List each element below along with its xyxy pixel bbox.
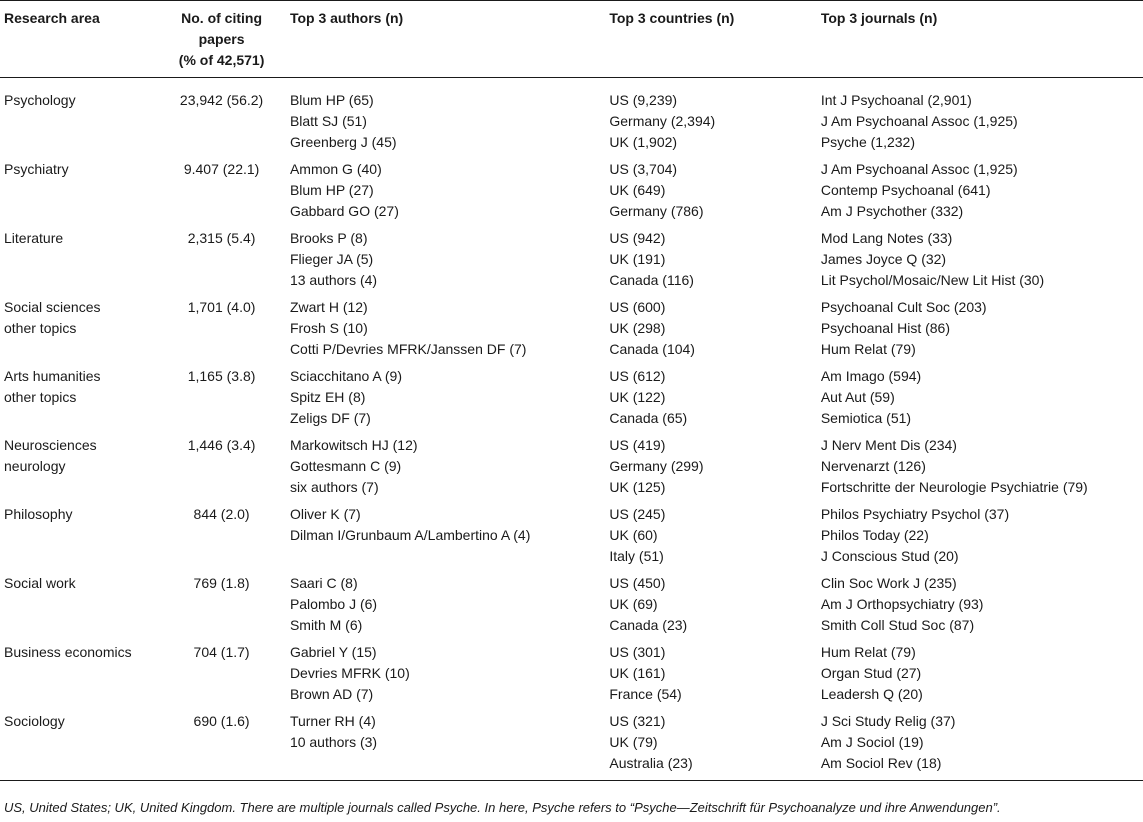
cell-top-authors-line: Blum HP (27) <box>289 182 374 198</box>
cell-top-authors-line: Dilman I/Grunbaum A/Lambertino A (4) <box>289 527 531 543</box>
cell-top-countries <box>605 708 816 781</box>
cell-top-journals-line: Philos Psychiatry Psychol (37) <box>820 506 1010 522</box>
cell-top-journals-line: James Joyce Q (32) <box>820 251 947 267</box>
cell-top-authors-line: Flieger JA (5) <box>289 251 374 267</box>
cell-top-countries-line: Germany (786) <box>609 203 704 219</box>
header-citing-papers-line: (% of 42,571) <box>178 52 265 68</box>
cell-top-journals-line: Psyche (1,232) <box>820 134 915 150</box>
header-authors: Top 3 authors (n) <box>286 1 605 78</box>
cell-research-area-line: Psychology <box>4 92 76 108</box>
cell-research-area-line: neurology <box>4 458 66 474</box>
cell-top-journals <box>817 294 1143 363</box>
cell-research-area-line: Sociology <box>4 713 65 729</box>
cell-top-journals-line: Am J Psychother (332) <box>820 203 964 219</box>
cell-citing-papers: 9.407 (22.1) <box>183 161 260 177</box>
cell-top-journals-line: Nervenarzt (126) <box>820 458 926 474</box>
cell-research-area <box>0 225 157 294</box>
cell-top-authors-line: Smith M (6) <box>289 617 363 633</box>
cell-top-journals <box>817 570 1143 639</box>
cell-top-journals-line: J Nerv Ment Dis (234) <box>820 437 957 453</box>
cell-top-journals <box>817 708 1143 781</box>
cell-top-journals <box>817 501 1143 570</box>
cell-top-countries-line: Italy (51) <box>609 548 664 564</box>
cell-research-area <box>0 78 157 157</box>
cell-top-authors <box>286 570 605 639</box>
cell-top-countries-line: UK (60) <box>609 527 658 543</box>
cell-top-authors-line: Greenberg J (45) <box>289 134 397 150</box>
cell-top-countries-line: Canada (116) <box>609 272 694 288</box>
cell-top-journals-line: Int J Psychoanal (2,901) <box>820 92 972 108</box>
cell-top-countries-line: US (321) <box>609 713 666 729</box>
cell-top-countries-line: US (301) <box>609 644 666 660</box>
cell-research-area-line: Literature <box>4 230 64 246</box>
cell-top-countries-line: US (612) <box>609 368 666 384</box>
cell-research-area-line: Philosophy <box>4 506 73 522</box>
cell-top-countries-line: UK (122) <box>609 389 666 405</box>
cell-top-authors-line: Sciacchitano A (9) <box>289 368 402 384</box>
cell-citing-papers: 1,165 (3.8) <box>187 368 256 384</box>
table-body <box>0 78 1143 781</box>
cell-top-countries-line: US (9,239) <box>609 92 678 108</box>
cell-top-countries-line: US (600) <box>609 299 666 315</box>
cell-top-journals-line: Organ Stud (27) <box>820 665 922 681</box>
header-research-area: Research area <box>0 1 157 78</box>
cell-citing-papers: 704 (1.7) <box>193 644 250 660</box>
cell-top-journals-line: Lit Psychol/Mosaic/New Lit Hist (30) <box>820 272 1045 288</box>
cell-top-authors-line: Brown AD (7) <box>289 686 374 702</box>
cell-top-authors-line: Saari C (8) <box>289 575 358 591</box>
cell-top-authors-line: 13 authors (4) <box>289 272 378 288</box>
cell-top-countries-line: UK (79) <box>609 734 658 750</box>
header-countries: Top 3 countries (n) <box>605 1 816 78</box>
cell-top-authors-line: Ammon G (40) <box>289 161 382 177</box>
cell-top-journals-line: Clin Soc Work J (235) <box>820 575 957 591</box>
cell-top-countries-line: US (450) <box>609 575 666 591</box>
cell-citing-papers: 1,701 (4.0) <box>187 299 256 315</box>
cell-top-countries-line: Australia (23) <box>609 755 693 771</box>
cell-top-journals-line: Hum Relat (79) <box>820 341 916 357</box>
cell-top-authors <box>286 156 605 225</box>
cell-top-journals-line: Fortschritte der Neurologie Psychiatrie (79) <box>820 479 1088 495</box>
cell-top-authors <box>286 78 605 157</box>
cell-top-authors-line: Palombo J (6) <box>289 596 378 612</box>
cell-top-countries-line: US (942) <box>609 230 666 246</box>
cell-top-countries-line: Canada (23) <box>609 617 688 633</box>
cell-top-authors-line: Zeligs DF (7) <box>289 410 371 426</box>
cell-research-area-line: Social work <box>4 575 76 591</box>
cell-top-authors-line: Devries MFRK (10) <box>289 665 410 681</box>
cell-research-area <box>0 363 157 432</box>
cell-top-countries-line: UK (69) <box>609 596 658 612</box>
cell-top-authors-line: Oliver K (7) <box>289 506 361 522</box>
cell-top-authors-line: Markowitsch HJ (12) <box>289 437 418 453</box>
cell-top-countries-line: UK (298) <box>609 320 666 336</box>
cell-citing-papers: 2,315 (5.4) <box>187 230 256 246</box>
cell-research-area-line: Arts humanities <box>4 368 101 384</box>
cell-top-journals-line: Semiotica (51) <box>820 410 912 426</box>
cell-top-countries-line: France (54) <box>609 686 682 702</box>
cell-top-journals-line: Aut Aut (59) <box>820 389 895 405</box>
cell-top-journals <box>817 432 1143 501</box>
table-row <box>0 570 1143 639</box>
cell-top-countries-line: UK (191) <box>609 251 666 267</box>
cell-top-journals-line: Am J Sociol (19) <box>820 734 924 750</box>
cell-research-area-line: Business economics <box>4 644 132 660</box>
cell-top-countries-line: UK (125) <box>609 479 666 495</box>
cell-top-authors-line: Spitz EH (8) <box>289 389 366 405</box>
cell-top-authors <box>286 708 605 781</box>
cell-research-area <box>0 156 157 225</box>
table-header <box>0 1 1143 78</box>
cell-top-countries <box>605 156 816 225</box>
cell-research-area-line: other topics <box>4 389 77 405</box>
cell-top-countries <box>605 432 816 501</box>
table-row <box>0 78 1143 157</box>
cell-citing-papers: 769 (1.8) <box>193 575 250 591</box>
cell-top-countries-line: Canada (65) <box>609 410 688 426</box>
cell-top-countries <box>605 78 816 157</box>
cell-top-journals-line: Contemp Psychoanal (641) <box>820 182 991 198</box>
cell-citing-papers: 23,942 (56.2) <box>179 92 264 108</box>
cell-top-countries-line: UK (161) <box>609 665 666 681</box>
cell-research-area-line: Neurosciences <box>4 437 97 453</box>
cell-citing-papers: 844 (2.0) <box>193 506 250 522</box>
cell-top-authors <box>286 363 605 432</box>
header-citing-papers-line: No. of citing <box>181 10 263 26</box>
cell-top-countries <box>605 501 816 570</box>
header-row <box>0 1 1143 78</box>
cell-top-journals-line: Leadersh Q (20) <box>820 686 923 702</box>
table-row <box>0 432 1143 501</box>
cell-top-countries-line: Germany (299) <box>609 458 704 474</box>
cell-top-countries-line: US (419) <box>609 437 666 453</box>
cell-top-journals-line: Hum Relat (79) <box>820 644 916 660</box>
cell-top-journals-line: J Conscious Stud (20) <box>820 548 959 564</box>
cell-top-journals-line: Psychoanal Cult Soc (203) <box>820 299 987 315</box>
cell-top-journals <box>817 639 1143 708</box>
cell-top-journals-line: Mod Lang Notes (33) <box>820 230 953 246</box>
cell-top-countries <box>605 570 816 639</box>
cell-top-countries-line: Canada (104) <box>609 341 695 357</box>
cell-citing-papers: 690 (1.6) <box>157 708 286 781</box>
table-row <box>0 225 1143 294</box>
cell-top-authors-line: six authors (7) <box>289 479 379 495</box>
header-journals: Top 3 journals (n) <box>817 1 1143 78</box>
cell-top-authors-line: Gabbard GO (27) <box>289 203 399 219</box>
cell-top-authors-line: Cotti P/Devries MFRK/Janssen DF (7) <box>289 341 527 357</box>
cell-top-journals <box>817 225 1143 294</box>
cell-research-area <box>0 570 157 639</box>
cell-top-authors-line: Turner RH (4) <box>289 713 376 729</box>
cell-top-authors <box>286 501 605 570</box>
cell-top-journals <box>817 363 1143 432</box>
cell-top-countries-line: US (245) <box>609 506 666 522</box>
cell-top-countries-line: UK (1,902) <box>609 134 678 150</box>
table-row <box>0 708 1143 781</box>
table-footnote: US, United States; UK, United Kingdom. There are multiple journals called Psyche. In here, Psyche refers to “Psyche—Zeitschrift für Psychoanalyze und ihre Anwendungen”. <box>4 800 1001 815</box>
header-citing-papers-line: papers <box>198 31 245 47</box>
cell-top-authors <box>286 225 605 294</box>
cell-top-authors-line: Brooks P (8) <box>289 230 368 246</box>
cell-top-countries-line: US (3,704) <box>609 161 678 177</box>
cell-research-area-line: other topics <box>4 320 77 336</box>
cell-research-area <box>0 501 157 570</box>
cell-research-area <box>0 708 157 781</box>
cell-top-journals <box>817 78 1143 157</box>
cell-research-area-line: Psychiatry <box>4 161 69 177</box>
table-row <box>0 156 1143 225</box>
cell-research-area-line: Social sciences <box>4 299 101 315</box>
cell-top-authors <box>286 294 605 363</box>
cell-top-journals-line: J Sci Study Relig (37) <box>820 713 956 729</box>
cell-top-countries <box>605 363 816 432</box>
cell-top-journals-line: Am Sociol Rev (18) <box>820 755 942 771</box>
cell-top-journals-line: J Am Psychoanal Assoc (1,925) <box>820 113 1018 129</box>
cell-top-journals-line: Philos Today (22) <box>820 527 929 543</box>
cell-top-journals-line: Am Imago (594) <box>820 368 922 384</box>
cell-top-journals-line: J Am Psychoanal Assoc (1,925) <box>820 161 1018 177</box>
table-row <box>0 639 1143 708</box>
cell-research-area <box>0 294 157 363</box>
cell-research-area <box>0 432 157 501</box>
cell-top-authors <box>286 639 605 708</box>
cell-research-area <box>0 639 157 708</box>
cell-top-authors <box>286 432 605 501</box>
cell-top-authors-line: Blum HP (65) <box>289 92 374 108</box>
cell-top-authors-line: Frosh S (10) <box>289 320 368 336</box>
cell-top-authors-line: Gottesmann C (9) <box>289 458 402 474</box>
cell-top-authors-line: 10 authors (3) <box>289 734 378 750</box>
cell-top-journals-line: Psychoanal Hist (86) <box>820 320 950 336</box>
cell-top-journals-line: Smith Coll Stud Soc (87) <box>820 617 975 633</box>
cell-top-authors-line: Blatt SJ (51) <box>289 113 367 129</box>
cell-top-countries-line: UK (649) <box>609 182 666 198</box>
cell-citing-papers: 1,446 (3.4) <box>187 437 256 453</box>
cell-top-authors-line: Gabriel Y (15) <box>289 644 377 660</box>
cell-top-countries <box>605 294 816 363</box>
table-row <box>0 294 1143 363</box>
table-row <box>0 363 1143 432</box>
cell-top-authors-line: Zwart H (12) <box>289 299 368 315</box>
cell-top-journals-line: Am J Orthopsychiatry (93) <box>820 596 984 612</box>
cell-top-countries <box>605 225 816 294</box>
cell-top-countries-line: Germany (2,394) <box>609 113 716 129</box>
header-citing-papers <box>157 1 286 78</box>
cell-top-journals <box>817 156 1143 225</box>
cell-top-countries <box>605 639 816 708</box>
table-row <box>0 501 1143 570</box>
